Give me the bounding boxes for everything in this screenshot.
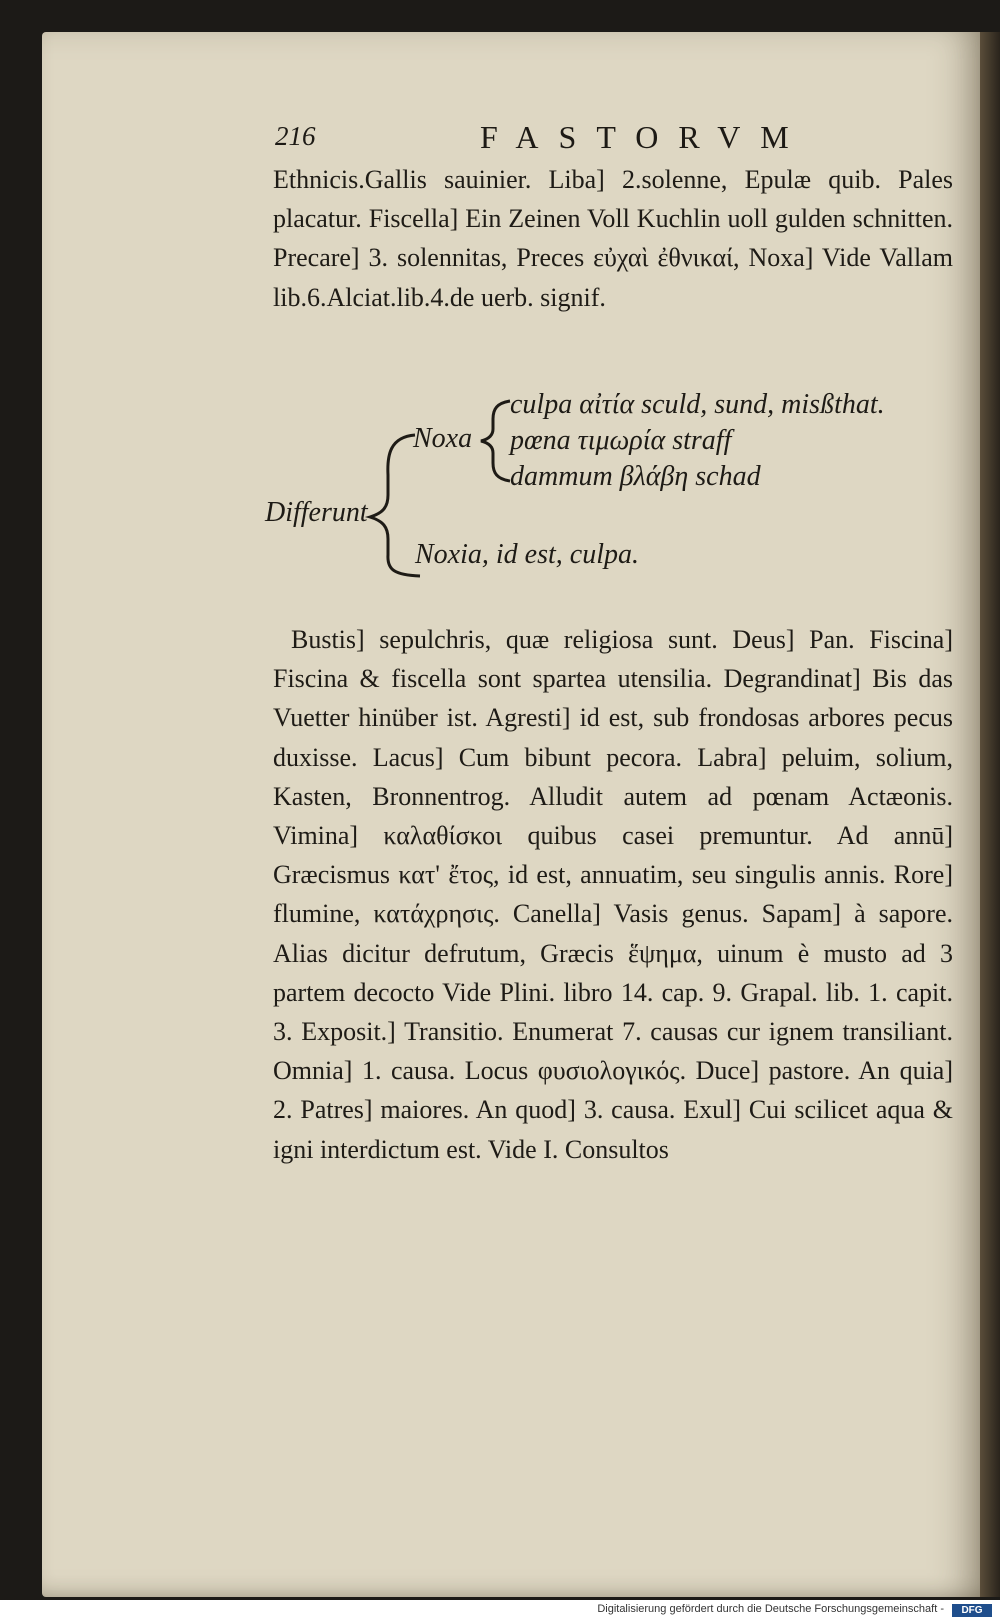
- funding-credit: Digitalisierung gefördert durch die Deutsche Forschungsgemeinschaft -: [597, 1603, 944, 1615]
- commentary-paragraph-1: [273, 160, 953, 317]
- distinction-diagram: [265, 389, 965, 595]
- page-number: 216: [275, 121, 316, 151]
- paragraph-text: Ethnicis.Gallis sauinier. Liba] 2.solenne, Epulæ quib. Pales placatur. Fiscella] Ein Zeinen Voll Kuchlin uoll gulden schnitten. Precare] 3. solennitas, Preces εὐχαὶ ἐθνικαί, Noxa] Vide Vallam lib.6.Alciat.lib.4.de uerb. signif.: [273, 165, 953, 312]
- digitization-footer: [0, 1602, 1000, 1620]
- diagram-item-poena: pœna τιμωρία straff: [510, 425, 732, 456]
- page-header: [275, 117, 975, 157]
- diagram-root-label: Differunt: [265, 497, 368, 528]
- running-title: FASTORVM: [480, 119, 809, 155]
- book-spine: [980, 32, 1000, 1597]
- diagram-item-dammum: dammum βλάβη schad: [510, 461, 761, 492]
- commentary-paragraph-2: [273, 620, 953, 1169]
- paragraph-text: Bustis] sepulchris, quæ religiosa sunt. Deus] Pan. Fiscina] Fiscina & fiscella sont spartea utensilia. Degrandinat] Bis das Vuetter hinüber ist. Agresti] id est, sub frondosas arbores pecus duxisse. Lacus] Cum bibunt pecora. Labra] peluim, solium, Kasten, Bronnentrog. Alludit autem ad pœnam Actæonis. Vimina] καλαθίσκοι quibus casei premuntur. Ad annū] Græcismus κατ' ἔτος, id est, annuatim, seu singulis annis. Rore] flumine, κατάχρησις. Canella] Vasis genus. Sapam] à sapore. Alias dicitur defrutum, Græcis ἕψημα, uinum è musto ad 3 partem decocto Vide Plini. libro 14. cap. 9. Grapal. lib. 1. capit. 3. Exposit.] Transitio. Enumerat 7. causas cur ignem transiliant. Omnia] 1. causa. Locus φυσιολογικός. Duce] pastore. An quia] 2. Patres] maiores. An quod] 3. causa. Exul] Cui scilicet aqua & igni interdictum est. Vide I. Consultos: [273, 625, 953, 1164]
- dfg-logo: DFG: [952, 1604, 992, 1617]
- diagram-noxa-label: Noxa: [413, 423, 473, 454]
- diagram-item-culpa: culpa αἰτία sculd, sund, misßthat.: [510, 389, 885, 420]
- diagram-noxia-label: Noxia, id est, culpa.: [415, 539, 639, 570]
